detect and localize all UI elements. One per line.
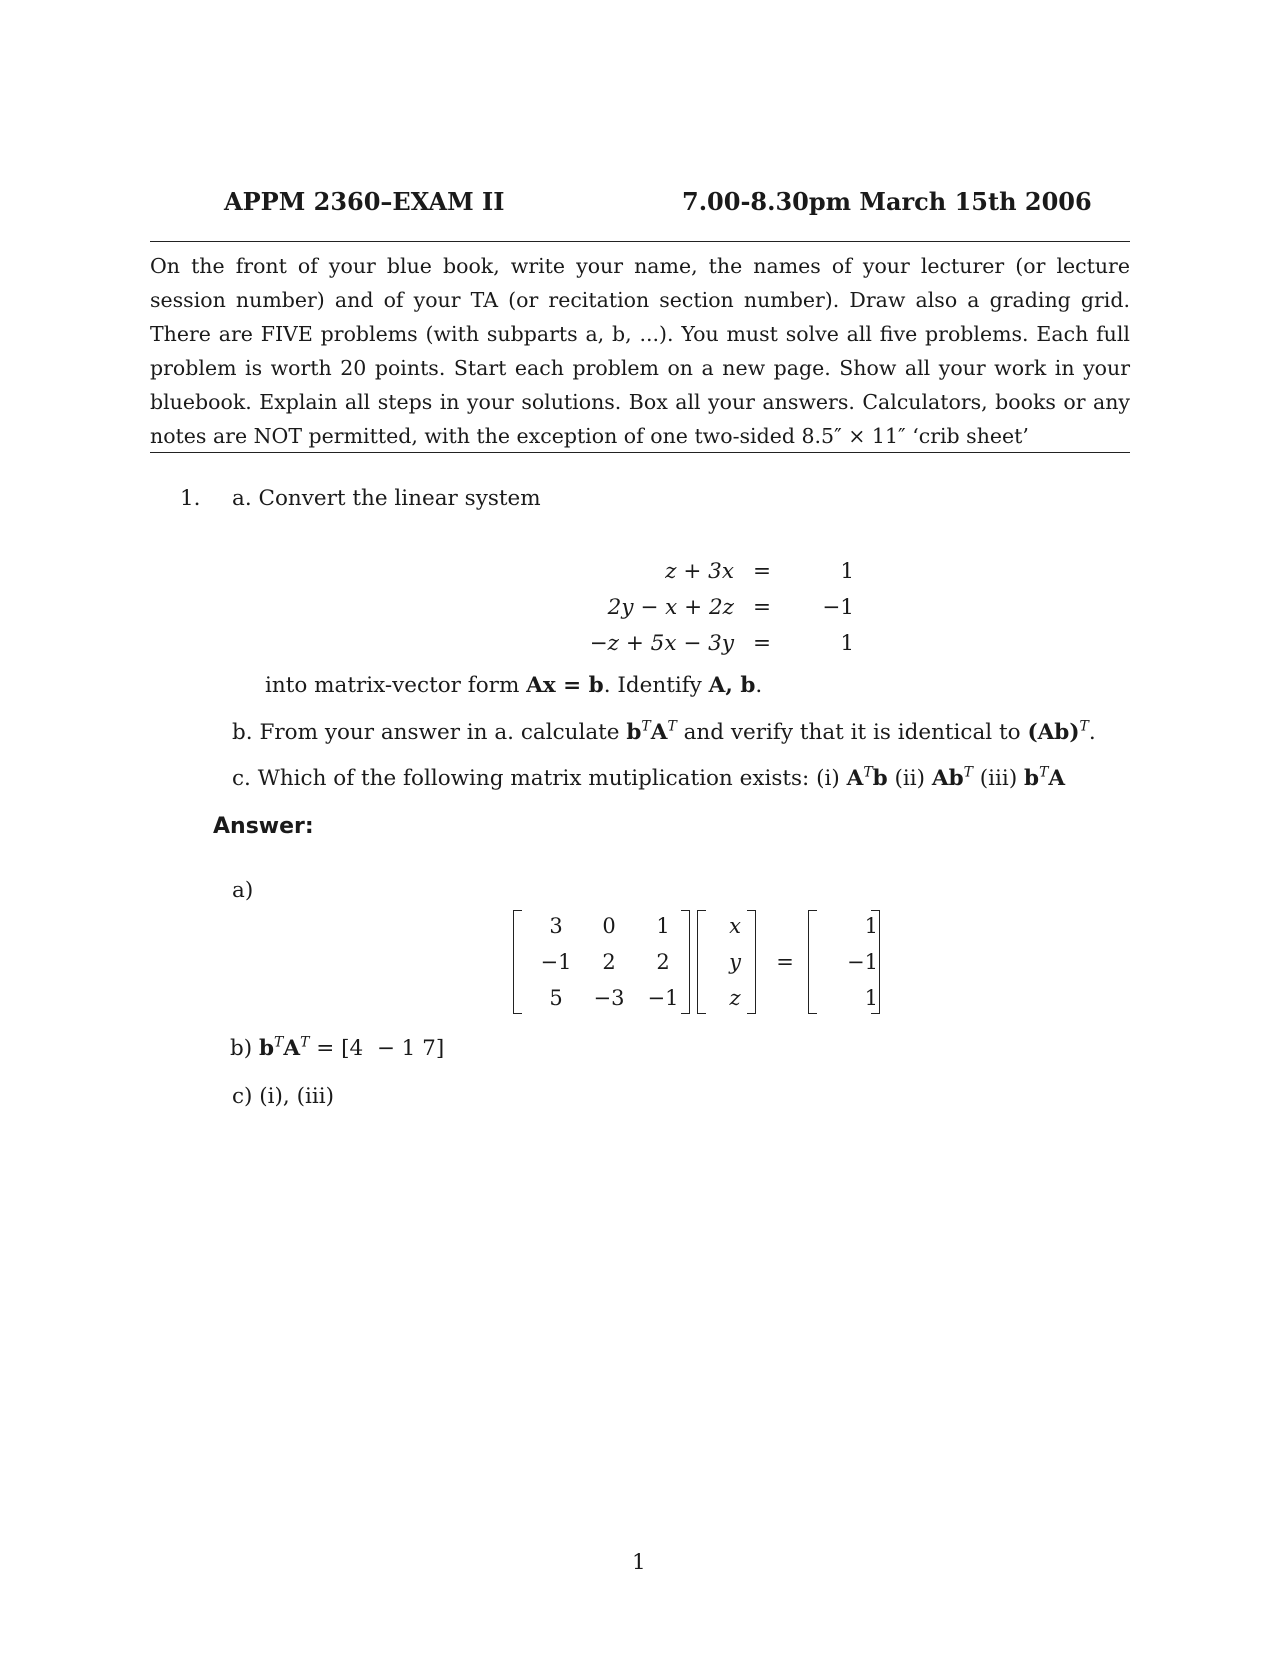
option-label: (ii) <box>894 766 926 791</box>
matrix-A: A <box>846 766 864 791</box>
matrix-A: A <box>1048 766 1066 791</box>
part-c-text: Which of the following matrix mutiplication exists: <box>257 766 810 791</box>
equation-row <box>500 625 854 661</box>
vector-b: b <box>259 1036 275 1061</box>
part-c-line <box>232 766 1065 791</box>
exam-title: APPM 2360–EXAM II <box>224 187 505 216</box>
problem-number: 1. <box>180 486 201 511</box>
part-b-line <box>232 720 1096 745</box>
vector-cell: 1 <box>864 914 878 938</box>
answer-b-result: = [4 − 1 7] <box>316 1036 445 1061</box>
answer-b-label: b) <box>230 1036 253 1061</box>
transpose-sup: T <box>641 718 651 735</box>
answer-c-label: c) <box>232 1084 253 1109</box>
vector-b: b <box>626 720 642 745</box>
option-label: (i) <box>816 766 840 791</box>
equation-lhs: −z + 5x − 3y <box>589 630 734 656</box>
equation-row <box>500 589 854 625</box>
equation-rel: = <box>752 630 771 656</box>
transpose-sup: T <box>963 764 973 781</box>
vector-b: b <box>872 766 888 791</box>
equation-rel: = <box>752 594 771 620</box>
top-rule <box>150 241 1130 242</box>
matrix-cell: −3 <box>593 986 625 1010</box>
followup-text: . Identify <box>603 673 702 698</box>
vector-cell: z <box>729 986 741 1010</box>
matrix-cell: 0 <box>602 914 616 938</box>
answer-c-line <box>232 1084 334 1109</box>
product-Ab: (Ab) <box>1027 720 1080 745</box>
transpose-sup: T <box>667 718 677 735</box>
left-bracket-icon <box>697 910 706 1014</box>
product-Ab: Ab <box>931 766 964 791</box>
vector-cell: x <box>729 914 741 938</box>
matrix-cell: −1 <box>540 950 572 974</box>
part-a-label: a. <box>232 486 252 511</box>
left-bracket-icon <box>808 910 817 1014</box>
identify-symbols: A, b <box>708 673 756 698</box>
bottom-rule <box>150 452 1130 453</box>
instructions-paragraph: On the front of your blue book, write your name, the names of your lecturer (or lecture session number) and of your TA (or recitation section number). Draw also a grading grid. There are FIVE problems (with subparts a, b, ...). You must solve all five problems. Each full problem is worth 20 points. Start each problem on a new page. Show all your work in your bluebook. Explain all steps in your solutions. Box all your answers. Calculators, books or any notes are NOT permitted, with the exception of one two-sided 8.5″ × 11″ ‘crib sheet’ <box>150 254 1130 448</box>
part-a-line <box>232 486 541 511</box>
answer-c-text: (i), (iii) <box>259 1084 335 1109</box>
part-b-end: . <box>1088 720 1096 745</box>
equation-rhs: 1 <box>840 630 854 656</box>
matrix-cell: 3 <box>549 914 563 938</box>
part-a-text: Convert the linear system <box>258 486 541 511</box>
equation-rel: = <box>752 558 771 584</box>
matrix-A: A <box>283 1036 301 1061</box>
transpose-sup: T <box>1079 718 1089 735</box>
part-b-text: and verify that it is identical to <box>683 720 1021 745</box>
matrix-cell: 1 <box>656 914 670 938</box>
exam-datetime: 7.00-8.30pm March 15th 2006 <box>682 187 1092 216</box>
part-b-label: b. <box>232 720 253 745</box>
linear-system <box>500 553 854 661</box>
followup-text: into matrix-vector form <box>265 673 520 698</box>
equals-sign: = <box>776 950 794 974</box>
matrix-cell: 5 <box>549 986 563 1010</box>
vector-b: b <box>1024 766 1040 791</box>
vector-cell: y <box>729 950 741 974</box>
answer-a-label: a) <box>232 878 254 903</box>
equation-lhs: 2y − x + 2z <box>607 594 734 620</box>
matrix-cell: 2 <box>602 950 616 974</box>
matrix-vector-form: Ax = b <box>526 673 604 698</box>
page-number: 1 <box>632 1550 646 1575</box>
equation-rhs: 1 <box>840 558 854 584</box>
left-bracket-icon <box>513 910 522 1014</box>
vector-cell: −1 <box>847 950 878 974</box>
vector-cell: 1 <box>864 986 878 1010</box>
matrix-A: A <box>650 720 668 745</box>
answer-b-line <box>230 1036 444 1061</box>
part-a-followup <box>265 673 762 698</box>
transpose-sup: T <box>863 764 873 781</box>
matrix-cell: −1 <box>647 986 679 1010</box>
equation-row <box>500 553 854 589</box>
answer-label: Answer: <box>213 814 314 839</box>
equation-lhs: z + 3x <box>665 558 734 584</box>
transpose-sup: T <box>274 1034 284 1051</box>
transpose-sup: T <box>300 1034 310 1051</box>
part-b-text: From your answer in a. calculate <box>259 720 620 745</box>
option-label: (iii) <box>979 766 1018 791</box>
followup-end: . <box>755 673 763 698</box>
transpose-sup: T <box>1039 764 1049 781</box>
matrix-cell: 2 <box>656 950 670 974</box>
equation-rhs: −1 <box>822 594 854 620</box>
part-c-label: c. <box>232 766 251 791</box>
